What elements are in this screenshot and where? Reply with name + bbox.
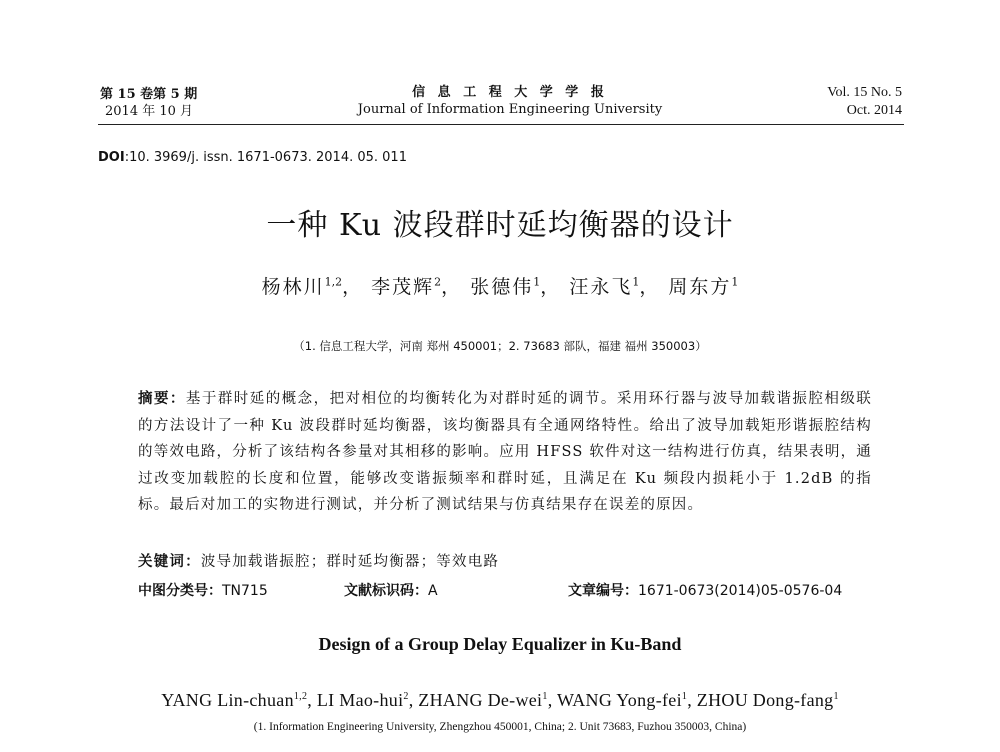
- document-code: 文献标识码：A: [344, 583, 438, 599]
- date-en: Oct. 2014: [846, 103, 902, 118]
- keywords-label: 关键词：: [138, 554, 201, 570]
- doi-line: [98, 150, 407, 165]
- author-en: YANG Lin-chuan$^{1,2}$,: [161, 690, 317, 710]
- author-cn: 杨林川$^{1,2}$，: [261, 275, 364, 298]
- abstract-cn: [138, 386, 872, 519]
- keywords-text: 波导加载谐振腔；群时延均衡器；等效电路: [200, 554, 500, 570]
- author-cn: 李茂辉$^2$，: [371, 275, 463, 298]
- author-cn: 张德伟$^1$，: [470, 275, 562, 298]
- author-en: WANG Yong-fei$^1$,: [556, 690, 697, 710]
- abstract-text: 基于群时延的概念，把对相位的均衡转化为对群时延的调节。采用环行器与波导加载谐振腔相级联的方法设计了一种 Ku 波段群时延均衡器，该均衡器具有全通网络特性。给出了波导加载矩形谐振腔结构的等效电路，分析了该结构各参量对其相移的影响。应用 HFSS 软件对这一结构进行仿真，结果表明，通过改变加载腔的长度和位置，能够改变谐振频率和群时延，且满足在 Ku 频段内损耗小于 1.2dB 的指标。最后对加工的实物进行测试，并分析了测试结果与仿真结果存在误差的原因。: [138, 391, 872, 513]
- doi-label: DOI: [98, 150, 125, 165]
- date-cn: 2014 年 10 月: [105, 104, 194, 119]
- journal-issue-en: [827, 84, 902, 120]
- author-list-en: [0, 690, 1000, 711]
- author-en: LI Mao-hui$^2$,: [316, 690, 419, 710]
- paper-title-en: Design of a Group Delay Equalizer in Ku-Band: [318, 634, 682, 654]
- journal-name-en: Journal of Information Engineering University: [357, 102, 663, 117]
- journal-name: [300, 84, 720, 118]
- article-number: 文章编号：1671-0673(2014)05-0576-04: [568, 583, 843, 599]
- volume-en: Vol. 15 No. 5: [827, 85, 902, 100]
- author-en: ZHANG De-wei$^1$,: [418, 690, 557, 710]
- author-en: ZHOU Dong-fang$^1$: [696, 690, 839, 710]
- journal-issue-cn: [100, 86, 197, 120]
- journal-name-cn: 信 息 工 程 大 学 学 报: [412, 85, 608, 100]
- paper-title-cn: 一种 Ku 波段群时延均衡器的设计: [266, 208, 734, 243]
- author-list-cn: [0, 272, 1000, 299]
- affiliation-cn: （1. 信息工程大学，河南 郑州 450001；2. 73683 部队，福建 福州 350003）: [293, 339, 707, 353]
- author-cn: 周东方$^1$: [668, 275, 739, 298]
- doi-value: :10. 3969/j. issn. 1671-0673. 2014. 05. 011: [124, 150, 407, 165]
- cutoff-text-line: [150, 744, 870, 752]
- header-divider: [98, 124, 904, 125]
- volume-cn: 第 15 卷第 5 期: [100, 87, 198, 102]
- clc-number: 中图分类号：TN715: [138, 583, 268, 599]
- abstract-label: 摘要：: [138, 391, 186, 407]
- affiliation-en: (1. Information Engineering University, Zhengzhou 450001, China; 2. Unit 73683, Fuzhou 350003, China): [253, 721, 747, 733]
- keywords-cn: [138, 550, 499, 571]
- author-cn: 汪永飞$^1$，: [569, 275, 661, 298]
